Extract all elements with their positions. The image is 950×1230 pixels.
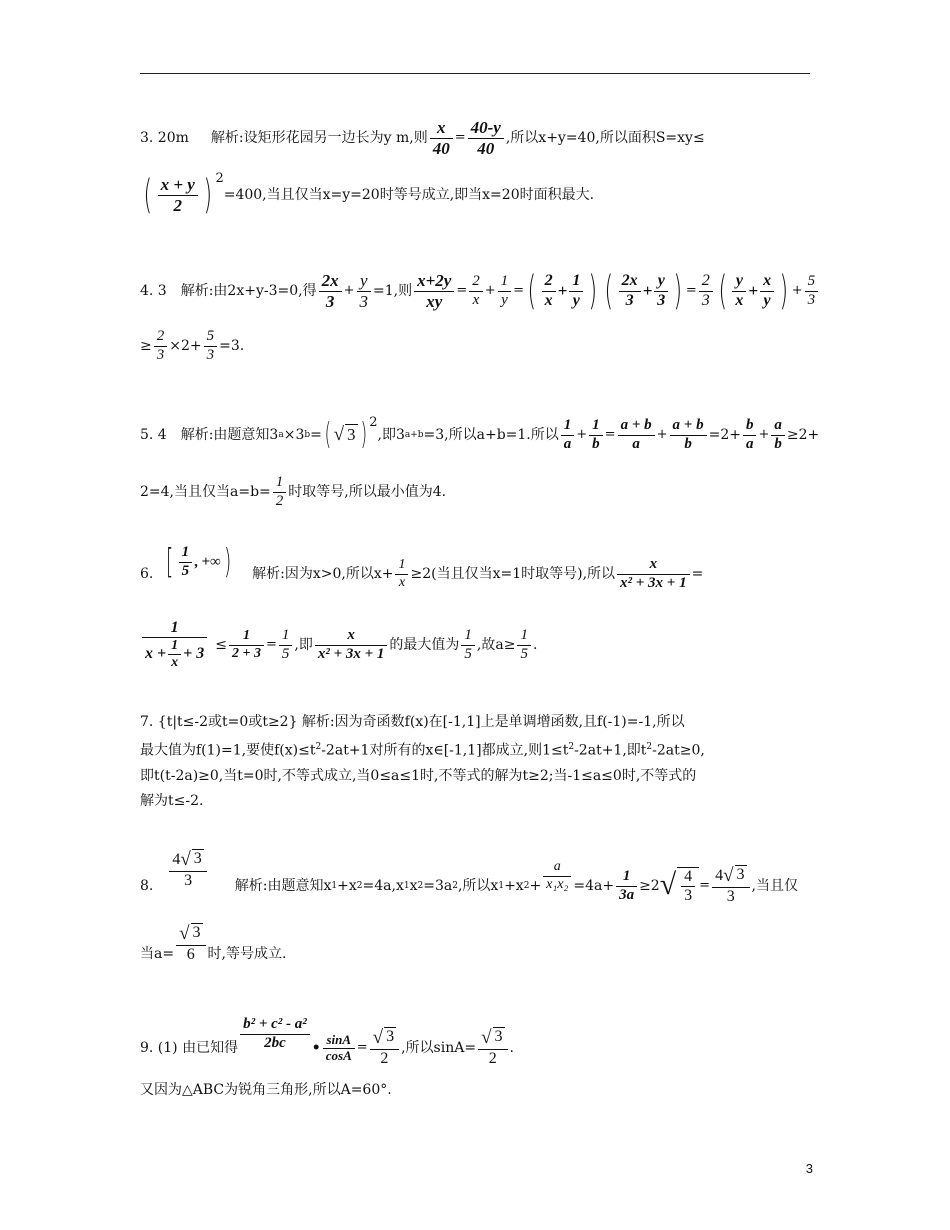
fraction: $\frac{a}{\text{x₁x₂}}$ <box>543 859 571 892</box>
fraction: $\frac{1}{2 + 3}$ <box>229 628 264 661</box>
fraction: $\frac{x}{40}$ <box>430 118 453 158</box>
fraction: $\frac{\sin A}{\cos A}$ <box>323 1033 355 1064</box>
problem-7-line-2: 最大值为f(1)=1,要使$f(x)\le t^2-2at+1$对所有的x∈[-1,1]都成立,则$1\le t^2-2at+1$,即$t^2-2at\ge 0$, <box>140 742 705 759</box>
fraction: $\frac{40-y}{40}$ <box>468 118 504 158</box>
problem-3-text-1: 解析:设矩形花园另一边长为y m,则 <box>210 129 428 146</box>
fraction: $\frac{5}{3}$ <box>805 273 819 309</box>
fraction: $\frac{1}{5}$ <box>179 544 193 580</box>
problem-5-label: 5. 4 <box>140 426 167 443</box>
fraction: $\frac{5}{3}$ <box>204 328 218 364</box>
problem-9-label: 9. (1) 由已知得 <box>140 1039 239 1056</box>
problem-4-label: 4. 3 <box>140 282 167 299</box>
fraction: √ 3 2 <box>370 1027 399 1068</box>
left-paren: ( <box>143 172 153 218</box>
fraction: √ 3 6 <box>176 923 205 964</box>
problem-6-label: 6. <box>140 565 154 582</box>
fraction: $\frac{2x}{3}$ <box>319 271 342 311</box>
fraction: $\frac{1}{x}$ <box>395 557 408 590</box>
fraction: $\frac{1}{y}$ <box>498 273 512 309</box>
header-rule <box>140 73 810 74</box>
fraction: $\frac{a + b}{a}$ <box>618 417 655 453</box>
problem-7-line-3: 即t(t-2a)≥0,当t=0时,不等式成立,当0≤a≤1时,不等式的解为t≥2;当-1≤a≤0时,不等式的 <box>140 767 697 784</box>
fraction: $\frac{1}{5}$ <box>279 627 293 663</box>
problem-3-label: 3. 20m <box>140 129 189 146</box>
fraction: $\frac{a}{b}$ <box>771 417 785 453</box>
square-root: √ $\frac{4}{3}$ <box>660 867 699 906</box>
fraction: $\frac{a + b}{b}$ <box>670 417 707 453</box>
problem-4-text-2: =1,则 <box>373 282 413 299</box>
fraction: $\frac{1}{y}$ <box>569 272 583 310</box>
problem-4-text-1: 解析:由2x+y-3=0,得 <box>180 282 317 299</box>
fraction: $\frac{1}{2}$ <box>273 474 287 510</box>
fraction: $\frac{x+2y}{xy}$ <box>414 271 454 311</box>
problem-9-line-2: 又因为△ABC为锐角三角形,所以A=60°. <box>140 1082 392 1098</box>
exponent: 2 <box>215 171 224 187</box>
fraction: $\frac{\text{b² + c² - a²}}{2bc}$ <box>240 1016 310 1052</box>
fraction: 4 √ 3 3 <box>712 865 749 906</box>
fraction: $\frac{2}{x}$ <box>469 273 483 309</box>
right-paren: ) <box>203 172 212 218</box>
problem-8-label: 8. <box>140 877 154 894</box>
interval: [ $\frac{1}{5}$ , +∞ ) <box>166 542 232 582</box>
fraction: $\frac{x}{\text{x² + 3x + 1}}$ <box>617 556 690 592</box>
fraction: $\frac{1}{3a}$ <box>616 868 637 904</box>
problem-5: 5. 4 解析:由题意知3 a ×3 b = ( √ 3 ) 2 ,即3 a+b =3,所以a+b=1.所以 $\frac{1}{a}$ + $\frac{1}{b}$ = $\frac{a + b}{a}$ + $\frac{a + b}{b}$ =2+ $\frac{b}{a}$ + $\frac{a}{b}$ ≥2+ 2=4,当且仅当a=b= $\frac{1}{2}$ 时取等号,所以最小值为4. <box>140 415 820 509</box>
fraction: 4 √ 3 3 <box>169 849 206 890</box>
fraction: $\frac{2}{x}$ <box>542 272 556 310</box>
fraction: $\frac{1}{b}$ <box>589 417 603 453</box>
fraction: $\frac{x}{y}$ <box>760 272 774 310</box>
fraction: $\frac{2}{3}$ <box>154 328 168 364</box>
problem-7-line-4: 解为t≤-2. <box>140 792 204 809</box>
fraction: $\frac{1}{5}$ <box>517 627 531 663</box>
problem-3: 3. 20m 解析:设矩形花园另一边长为y m,则 $\frac{x}{40}$ = $\frac{40-y}{40}$ ,所以x+y=40,所以面积S=xy≤ ( $\frac{x + y}{2}$ ) 2 =400,当且仅当x=y=20时等号成立,即当x=20时面积最大. <box>140 117 705 218</box>
page-number: 3 <box>805 1161 813 1176</box>
fraction: $\frac{y}{x}$ <box>732 272 746 310</box>
problem-6: 6. [ $\frac{1}{5}$ , +∞ ) 解析:因为x>0,所以x+ $\frac{1}{x}$ ≥2(当且仅当x=1时取等号),所以 $\frac{x}{\text{x² + 3x + 1}}$ = 1 x + $\frac{1}{x}$ + 3 ≤ $\frac{1}{2 + 3}$ = $\frac{1}{5}$ ,即 $\frac{x}{\text{x² + 3x + 1}}$ 的最大值为 $\frac{1}{5}$ ,故a≥ $\frac{1}{5}$ . <box>140 542 704 671</box>
fraction: $\frac{1}{a}$ <box>561 417 575 453</box>
fraction: $\frac{2}{3}$ <box>699 272 713 310</box>
fraction: √ 3 2 <box>478 1027 507 1068</box>
fraction: $\frac{y}{3}$ <box>654 272 668 310</box>
fraction: $\frac{x + y}{2}$ <box>158 175 198 215</box>
problem-3-text-2: ,所以x+y=40,所以面积S=xy≤ <box>505 129 705 146</box>
fraction: $\frac{1}{5}$ <box>461 627 475 663</box>
fraction: $\frac{b}{a}$ <box>743 417 757 453</box>
problem-3-text-3: =400,当且仅当x=y=20时等号成立,即当x=20时面积最大. <box>223 186 595 203</box>
fraction: $\frac{x}{\text{x² + 3x + 1}}$ <box>315 627 388 663</box>
problem-7-line-1: 7. {t|t≤-2或t=0或t≥2} 解析:因为奇函数f(x)在[-1,1]上是单调增函数,且f(-1)=-1,所以 <box>140 714 685 730</box>
problem-4: 4. 3 解析:由2x+y-3=0,得 $\frac{2x}{3}$ + $\frac{y}{3}$ =1,则 $\frac{x+2y}{xy}$ = $\frac{2}{x}$ + $\frac{1}{y}$ = ( $\frac{2}{x}$ + $\frac{1}{y}$ ) ( $\frac{2x}{3}$ + $\frac{y}{3}$ ) = $\frac{2}{3}$ ( $\frac{y}{x}$ + $\frac{x}{y}$ ) + $\frac{5}{3}$ ≥ $\frac{2}{3}$ ×2+ $\frac{5}{3}$ =3. <box>140 258 812 368</box>
fraction: $\frac{y}{3}$ <box>357 271 372 311</box>
square-root: √ 3 <box>333 423 356 445</box>
problem-9: 9. (1) 由已知得 $\frac{\text{b² + c² - a²}}{2bc}$ • $\frac{\sin A}{\cos A}$ = √ 3 2 ,所以sinA= √ 3 2 . 又因为△ABC为锐角三角形,所以A=60°. <box>140 1010 812 1099</box>
problem-7 <box>140 710 812 814</box>
problem-8: 8. 4 √ 3 3 解析:由题意知x 1 +x 2 =4a,x 1 x 2 =3a 2 ,所以x 1 +x 2 + $\frac{a}{\text{x₁x₂}}$ =4a+ $\frac{1}{3a}$ ≥2 √ $\frac{4}{3}$ = 4 √ 3 3 ,当且仅 当a= √ 3 6 时,等号成立. <box>140 849 798 964</box>
fraction: $\frac{2x}{3}$ <box>619 272 641 310</box>
fraction: 1 x + $\frac{1}{x}$ + 3 <box>142 619 207 672</box>
